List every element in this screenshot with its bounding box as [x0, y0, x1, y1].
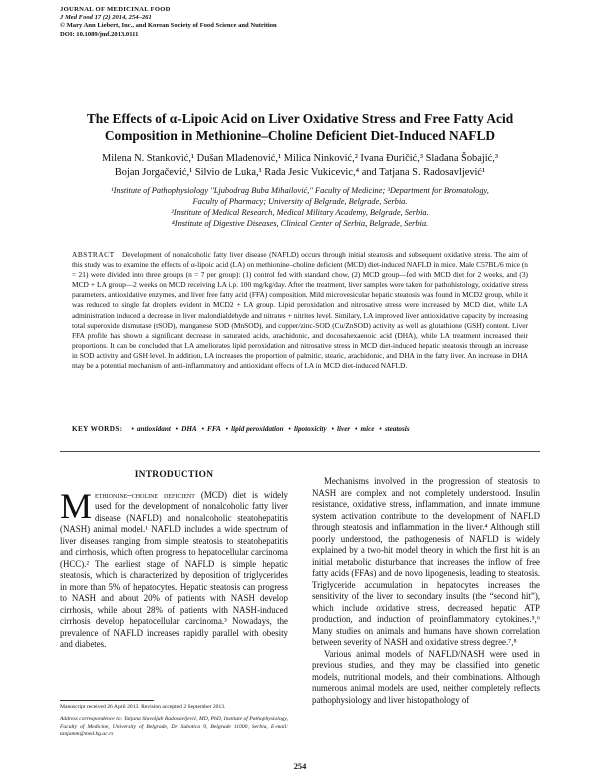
keyword: mice	[360, 425, 375, 433]
bullet-icon: •	[201, 425, 205, 433]
bullet-icon: •	[175, 425, 179, 433]
body-paragraph: Mechanisms involved in the progression of steatosis to NASH are complex and not completely understood. Insulin resistance, oxidative stress, inflammation, and innate immune system activation contribute to the development of NAFLD through steatosis and inflammation in the liver.⁴ Although still poorly understood, the pathogenesis of NAFLD is widely explained by a two-hit model theory in which the first hit is an initial metabolic disturbance that increases the inflow of free fatty acids (FFAs) and de novo lipogenesis, leading to steatosis. Triglyceride accumulation in hepatocytes increases the sensitivity of the liver to secondary insults (the “second hit”), which include oxidative stress, decreased hepatic ATP production, and induction of proinflammatory cytokines.⁵,⁶ Many studies on animals and humans have shown correlation between severity of NASH and oxidative stress degree.⁷,⁸	[312, 476, 540, 647]
body-paragraph: Various animal models of NAFLD/NASH were used in previous studies, and they may be classified into genetic models, nutritional models, and their combinations. Although numerous animal models are used, neither completely reflects pathophysiology and liver histopathology of	[312, 648, 540, 705]
keywords-label: KEY WORDS:	[72, 425, 123, 433]
bullet-icon: •	[331, 425, 335, 433]
journal-name: JOURNAL OF MEDICINAL FOOD	[60, 6, 171, 13]
keyword: FFA	[207, 425, 221, 433]
page-number: 254	[293, 762, 307, 771]
lead-small-caps: ethionine–choline deficient	[95, 489, 195, 500]
keyword: lipotoxicity	[293, 425, 327, 433]
keyword: lipid peroxidation	[231, 425, 284, 433]
bullet-icon: •	[355, 425, 358, 433]
affiliations	[60, 185, 540, 229]
received-note: Manuscript received 26 April 2013. Revision accepted 2 September 2013.	[60, 704, 226, 710]
abstract-text: Development of nonalcoholic fatty liver disease (NAFLD) occurs through initial steatosis and subsequent oxidative stress. The aim of this study was to examine the effects of α-lipoic acid (LA) on methionine–choline deficient (MCD) diet-induced NAFLD in mice. Male C57BL/6 mice (n = 21) were divided into three groups (n = 7 per group): (1) control fed with standard chow, (2) MCD group—fed with MCD diet for 2 weeks, and (3) MCD + LA group—2 weeks on MCD receiving LA i.p. 100 mg/kg/day. After the treatment, liver samples were taken for pathohistology, oxidative stress parameters, antioxidative enzymes, and liver free fatty acid (FFA) composition. Mild microvesicular hepatic steatosis was found in MCD2 group, while it was reduced to single fat droplets evident in MCD2 + LA group. Lipid peroxidation and nitrosative stress were increased by MCD diet, while LA administration induced a decrease in liver malondialdehyde and nitrates + nitrites level. Similary, LA improved liver antioxidative capacity by increasing total superoxide dismutase (tSOD), manganese SOD (MnSOD), and copper/zinc-SOD (Cu/ZnSOD) activity as well as glutathione (GSH) content. Liver FFA profile has shown a significant decrease in saturated acids, arachidonic, and docosahexaenoic acid (DHA), while LA treatment increased their proportions. It can be concluded that LA ameliorates lipid peroxidation and nitrosative stress in MCD diet-induced hepatic steatosis through an increase in SOD activity and GSH level. In addition, LA increases the proportion of palmitic, stearic, arachidonic, and DHA in the fatty liver. An increase in DHA may be a potential mechanism of anti-inflammatory and antioxidant effects of LA in MCD diet-induced NAFLD.	[72, 250, 528, 371]
section-heading: INTRODUCTION	[134, 470, 214, 480]
author-list	[60, 152, 540, 180]
affiliation-line: ⁴Institute of Digestive Diseases, Clinical Center of Serbia, Belgrade, Serbia.	[171, 219, 429, 228]
copyright-line: © Mary Ann Liebert, Inc., and Korean Society of Food Science and Nutrition	[60, 22, 277, 30]
correspondence-note: Address correspondence to: Tatjana Slavoljub Radosavljević, MD, PhD, Institute of Pathophysiology, Faculty of Medicine, University of Belgrade, Dr Subotica 9, Belgrade 11000, Serbia, E-mail: tanjamm@med.bg.ac.rs	[60, 716, 288, 737]
right-column	[312, 476, 540, 706]
affiliation-line: ¹Institute of Pathophysiology ''Ljubodrag Buba Mihailović,'' Faculty of Medicine; ³Department for Bromatology,	[111, 186, 489, 195]
bullet-icon: •	[379, 425, 382, 433]
bullet-icon: •	[131, 425, 134, 433]
bullet-icon: •	[225, 425, 229, 433]
footnote-divider	[60, 700, 154, 701]
keyword: steatosis	[384, 425, 410, 433]
authors-line-1: Milena N. Stanković,¹ Dušan Mladenović,¹ Milica Ninković,² Ivana Đuričić,³ Slađana Šobajić,³	[102, 153, 498, 164]
journal-citation: J Med Food 17 (2) 2014, 254–261	[60, 14, 152, 22]
bullet-icon: •	[288, 425, 291, 433]
footnotes	[60, 704, 288, 738]
title-line-1: The Effects of α-Lipoic Acid on Liver Oxidative Stress and Free Fatty Acid	[86, 111, 514, 126]
article-title	[60, 110, 540, 144]
doi-line: DOI: 10.1089/jmf.2013.0111	[60, 30, 139, 38]
title-line-2: Composition in Methionine–Choline Deficient Diet-Induced NAFLD	[104, 128, 496, 143]
keyword: DHA	[181, 425, 197, 433]
keyword: liver	[337, 425, 351, 433]
affiliation-line: Faculty of Pharmacy; University of Belgrade, Belgrade, Serbia.	[192, 197, 408, 206]
keywords	[72, 424, 528, 434]
intro-paragraph	[60, 485, 288, 651]
journal-header	[60, 6, 420, 39]
intro-text: (MCD) diet is widely used for the development of nonalcoholic fatty liver disease (NAFLD) and nonalcoholic steatohepatitis (NASH) animal model.¹ NAFLD includes a wide spectrum of liver diseases ranging from simple steatosis to steatohepatitis and cirrhosis, which often progress to hepatocellular carcinoma (HCC).² The earliest stage of NAFLD is simple hepatic steatosis, which is characterized by deposition of triglycerides in more than 5% of hepatocytes. Hepatic steatosis can progress to NASH and about 20% of patients with NASH develop cirrhosis, while about 28% of patients with NASH-induced cirrhosis develop hepatocellular carcinoma.³ Nowadays, the prevalence of NAFLD increases rapidly parallel with obesity and diabetes.	[60, 489, 288, 649]
affiliation-line: ²Institute of Medical Research, Medical Military Academy, Belgrade, Serbia.	[171, 208, 429, 217]
keyword: antioxidant	[136, 425, 171, 433]
abstract-label: ABSTRACT	[72, 250, 115, 259]
authors-line-2: Bojan Jorgačević,¹ Silvio de Luka,¹ Rada Jesic Vukicevic,⁴ and Tatjana S. Radosavljević¹	[114, 167, 486, 178]
section-divider	[60, 451, 540, 452]
abstract	[72, 250, 528, 371]
drop-cap: M	[60, 485, 93, 526]
left-column	[60, 470, 288, 651]
